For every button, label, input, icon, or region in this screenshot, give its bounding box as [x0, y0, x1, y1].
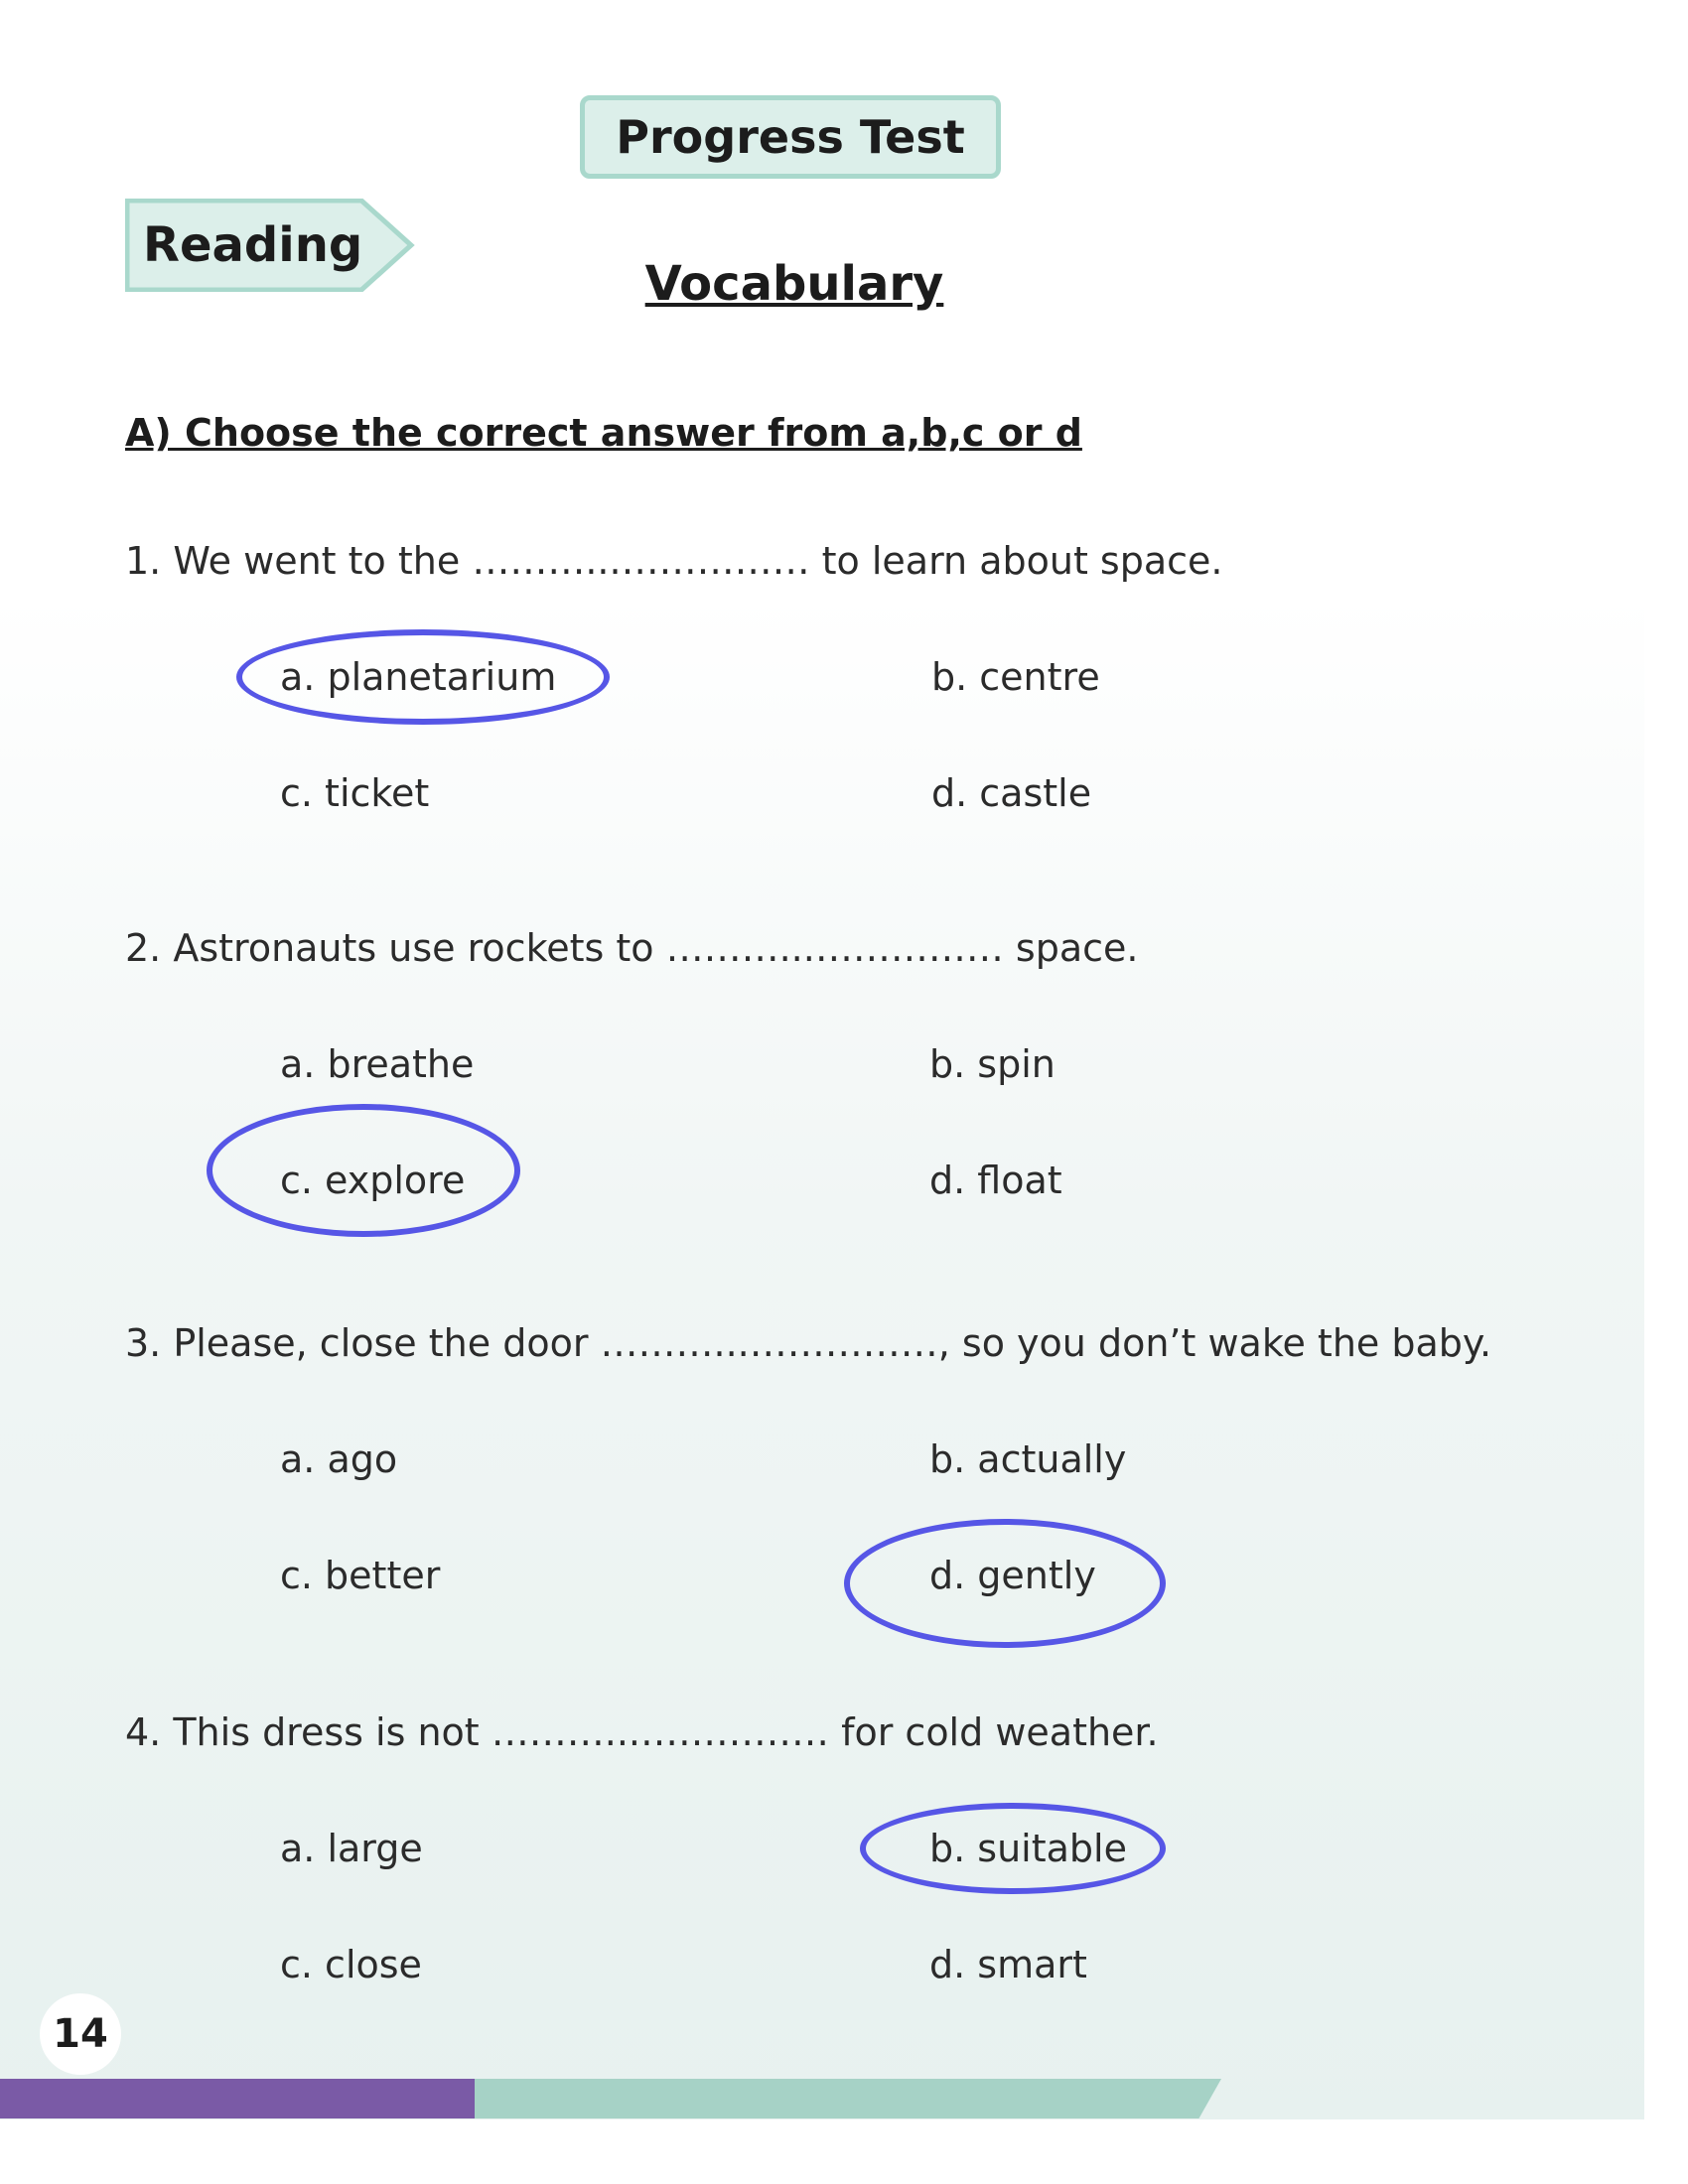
- option-1b[interactable]: b. centre: [931, 655, 1100, 699]
- option-4b[interactable]: b. suitable: [929, 1827, 1127, 1870]
- option-2c[interactable]: c. explore: [280, 1159, 466, 1202]
- option-2b[interactable]: b. spin: [929, 1042, 1055, 1086]
- option-3d[interactable]: d. gently: [929, 1554, 1096, 1597]
- answer-circle-1: [236, 629, 610, 725]
- section-tag: [125, 199, 415, 292]
- page-title: Progress Test: [580, 95, 1001, 179]
- option-1c[interactable]: c. ticket: [280, 771, 430, 815]
- section-title: Vocabulary: [644, 256, 944, 312]
- section-tag-label: Reading: [143, 217, 363, 273]
- question-2: 2. Astronauts use rockets to ………...…………… space.: [125, 926, 1139, 970]
- option-3b[interactable]: b. actually: [929, 1437, 1127, 1481]
- option-4d[interactable]: d. smart: [929, 1943, 1087, 1986]
- question-1: 1. We went to the ………...…………… to learn about space.: [125, 539, 1223, 583]
- option-2a[interactable]: a. breathe: [280, 1042, 475, 1086]
- option-3c[interactable]: c. better: [280, 1554, 441, 1597]
- footer-bar-purple: [0, 2079, 475, 2118]
- answer-circle-2: [207, 1104, 520, 1237]
- option-1d[interactable]: d. castle: [931, 771, 1092, 815]
- option-1a[interactable]: a. planetarium: [280, 655, 557, 699]
- question-3: 3. Please, close the door ………...……………, so you don’t wake the baby.: [125, 1321, 1492, 1365]
- answer-circle-4: [860, 1803, 1166, 1894]
- option-4a[interactable]: a. large: [280, 1827, 423, 1870]
- instruction: A) Choose the correct answer from a,b,c or d: [125, 411, 1082, 455]
- option-4c[interactable]: c. close: [280, 1943, 422, 1986]
- footer-bar-teal: [475, 2079, 1221, 2118]
- question-4: 4. This dress is not ………...…………… for cold weather.: [125, 1710, 1159, 1754]
- option-3a[interactable]: a. ago: [280, 1437, 398, 1481]
- page-number: 14: [40, 1993, 121, 2075]
- option-2d[interactable]: d. float: [929, 1159, 1062, 1202]
- answer-circle-3: [844, 1519, 1166, 1648]
